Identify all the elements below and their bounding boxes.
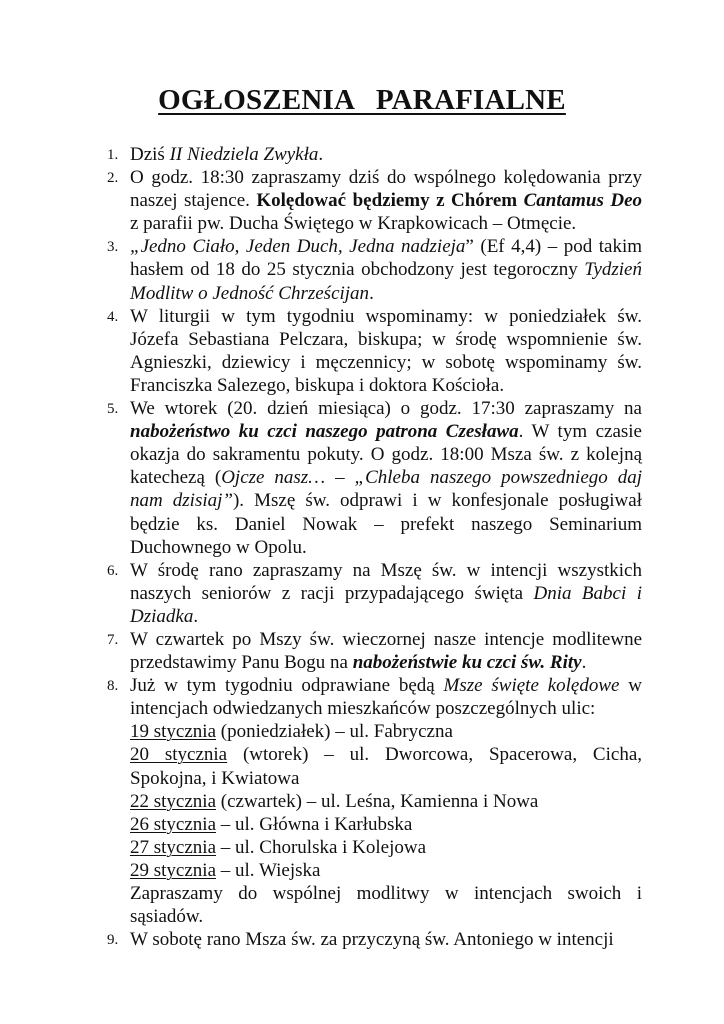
item-number: 6. <box>107 562 119 579</box>
item-text: . <box>318 144 324 165</box>
item-text: W sobotę rano Msza św. za przyczyną św. Antoniego w intencji <box>130 929 614 951</box>
announcement-item <box>107 928 642 951</box>
schedule-date: 19 stycznia <box>130 721 217 743</box>
schedule-row <box>130 813 642 836</box>
item-text: . W tym czasie okazja do sakramentu pokuty. O godz. 18:00 Msza św. z kolejną katechezą ( <box>130 421 642 489</box>
schedule-streets: – ul. Główna i Karłubska <box>216 813 413 835</box>
schedule-row <box>130 743 642 789</box>
item-text: Tydzień Modlitw o Jedność Chrześcijan <box>130 259 642 304</box>
item-number: 3. <box>107 239 119 256</box>
item-text: . <box>193 605 199 627</box>
schedule-streets: – ul. Chorulska i Kolejowa <box>216 836 427 858</box>
schedule-row <box>130 836 642 859</box>
item-text: nabożeństwie ku czci św. Rity <box>352 652 582 674</box>
item-text: „Jedno Ciało, Jeden Duch, Jedna nadzieja <box>130 236 466 258</box>
announcement-item <box>107 397 642 559</box>
item-text: . <box>581 652 587 674</box>
item-text: Kolędować będziemy z Chórem <box>256 190 524 212</box>
schedule-streets: (czwartek) – ul. Leśna, Kamienna i Nowa <box>216 790 539 812</box>
item-text: Już w tym tygodniu odprawiane będą <box>130 675 444 697</box>
item-number: 7. <box>107 631 119 648</box>
item-text: ). Mszę św. odprawi i w konfesjonale posługiwał będzie ks. Daniel Nowak – prefekt naszego Seminarium Duchownego w Opolu. <box>130 490 642 558</box>
schedule-date: 22 stycznia <box>130 790 217 812</box>
item-text: Ojcze nasz… – „Chleba naszego powszedniego daj nam dzisiaj” <box>130 467 642 512</box>
schedule-streets: (poniedziałek) – ul. Fabryczna <box>216 721 453 743</box>
item-number: 8. <box>107 678 119 695</box>
schedule-closing: Zapraszamy do wspólnej modlitwy w intencjach swoich i sąsiadów. <box>130 883 642 928</box>
schedule-streets: – ul. Wiejska <box>216 859 321 881</box>
item-text: nabożeństwo ku czci naszego patrona Czesława <box>130 421 519 443</box>
item-text: Dnia Babci i Dziadka <box>130 582 642 627</box>
schedule-streets: (wtorek) – ul. Dworcowa, Spacerowa, Cicha, Spokojna, i Kwiatowa <box>130 744 642 789</box>
item-number: 5. <box>107 401 119 418</box>
schedule-date: 27 stycznia <box>130 836 217 858</box>
announcement-item <box>107 235 642 304</box>
item-number: 2. <box>107 170 119 187</box>
item-text: ” (Ef 4,4) – pod takim hasłem od 18 do 25 stycznia obchodzony jest tegoroczny <box>130 236 643 281</box>
schedule-row <box>130 790 642 813</box>
page-title: OGŁOSZENIA PARAFIALNE <box>158 84 566 116</box>
item-text: W czwartek po Mszy św. wieczornej nasze intencje modlitewne przedstawimy Panu Bogu na <box>130 628 642 674</box>
schedule-row <box>130 859 642 882</box>
item-text: w intencjach odwiedzanych mieszkańców poszczególnych ulic: <box>130 675 642 720</box>
schedule-date: 26 stycznia <box>130 813 217 835</box>
item-text: W liturgii w tym tygodniu wspominamy: w poniedziałek św. Józefa Sebastiana Pelczara, biskupa; w środę wspomnienie św. Agnieszki, dziewicy i męczennicy; w sobotę wspominamy św. Franciszka Salezego, biskupa i doktora Kościoła. <box>130 305 642 396</box>
item-text: Dziś <box>130 144 170 165</box>
item-text: II Niedziela Zwykła <box>169 144 319 165</box>
announcement-item <box>107 628 642 674</box>
item-number: 1. <box>107 147 119 163</box>
item-text: We wtorek (20. dzień miesiąca) o godz. 17:30 zapraszamy na <box>130 398 642 420</box>
item-number: 9. <box>107 932 119 949</box>
schedule-row <box>130 720 642 743</box>
item-text: z parafii pw. Ducha Świętego w Krapkowicach – Otmęcie. <box>130 213 577 235</box>
item-text: . <box>369 282 374 304</box>
item-text: W środę rano zapraszamy na Mszę św. w intencji wszystkich naszych seniorów z racji przypadającego święta <box>130 559 642 604</box>
announcement-item <box>107 674 642 928</box>
item-text: O godz. 18:30 zapraszamy dziś do wspólnego kolędowania przy naszej stajence. <box>130 167 642 212</box>
announcement-item <box>107 305 642 397</box>
item-number: 4. <box>107 308 119 325</box>
item-text: Msze święte kolędowe <box>443 675 620 697</box>
announcement-item <box>107 143 642 166</box>
announcement-item <box>107 166 642 235</box>
announcement-item <box>107 559 642 628</box>
announcements-list <box>107 143 642 951</box>
item-text: Cantamus Deo <box>523 190 642 212</box>
schedule-date: 20 stycznia <box>130 744 228 766</box>
schedule-date: 29 stycznia <box>130 859 217 881</box>
